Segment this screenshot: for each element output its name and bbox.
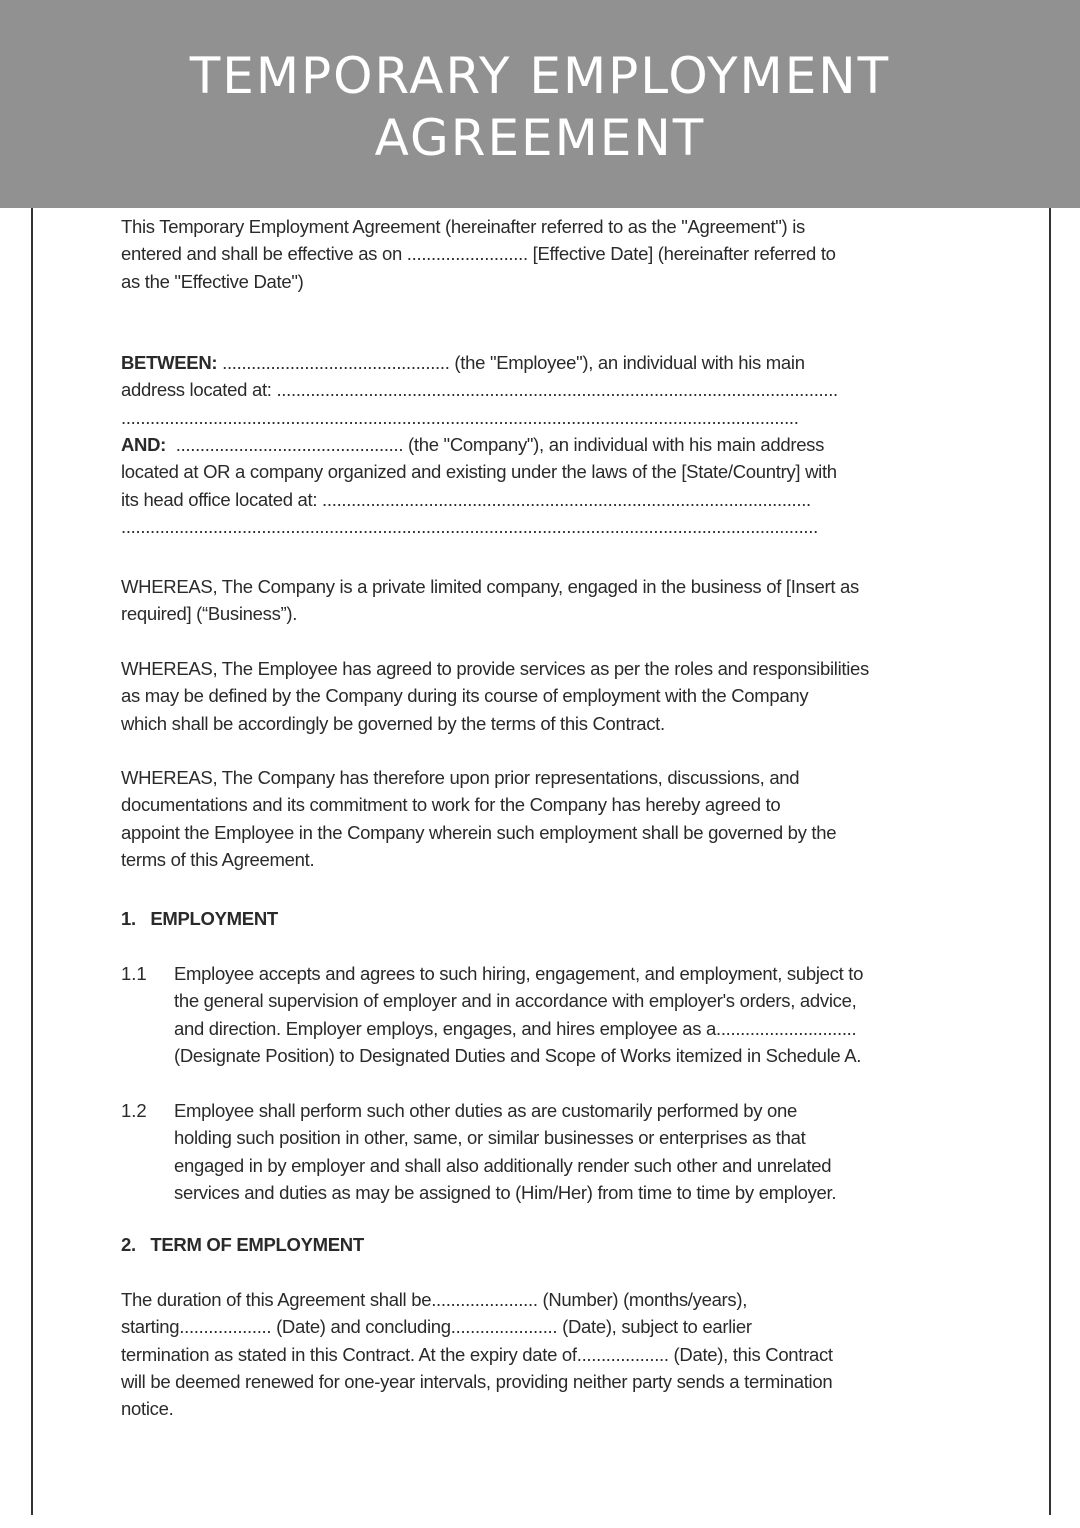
text-line: as may be defined by the Company during its course of employment with the Company <box>121 685 809 707</box>
text-line: termination as stated in this Contract. At the expiry date of................... (Date), this Contract <box>121 1343 833 1365</box>
page-border-left <box>31 208 33 1515</box>
term-paragraph <box>121 1286 833 1422</box>
text-line: (Designate Position) to Designated Duties and Scope of Works itemized in Schedule A. <box>174 1044 862 1066</box>
text-line: located at OR a company organized and existing under the laws of the [State/Country] with <box>121 461 837 483</box>
text-line: The duration of this Agreement shall be...................... (Number) (months/years), <box>121 1289 748 1310</box>
text-line: documentations and its commitment to work for the Company has hereby agreed to <box>121 794 781 816</box>
and-paragraph <box>121 431 837 540</box>
section-heading-employment: 1. EMPLOYMENT <box>121 908 278 929</box>
clause-1-2 <box>174 1097 836 1206</box>
text-line: services and duties as may be assigned to (Him/Her) from time to time by employer. <box>174 1181 837 1203</box>
text-line: and direction. Employer employs, engages, and hires employee as a............................. <box>174 1017 857 1039</box>
page-border-right <box>1049 208 1051 1515</box>
text-line: required] (“Business”). <box>121 603 298 625</box>
text-line: WHEREAS, The Employee has agreed to provide services as per the roles and responsibilities <box>121 658 869 679</box>
text-line: the general supervision of employer and in accordance with employer's orders, advice, <box>174 990 857 1012</box>
text-line: WHEREAS, The Company is a private limited company, engaged in the business of [Insert as <box>121 576 859 597</box>
text-line: which shall be accordingly be governed by the terms of this Contract. <box>121 712 665 734</box>
text-line: engaged in by employer and shall also additionally render such other and unrelated <box>174 1154 832 1176</box>
and-label: AND: <box>121 434 167 455</box>
clause-number: 1.2 <box>121 1100 147 1121</box>
text-line: its head office located at: ..................................................................................................... <box>121 488 811 510</box>
title-line: AGREEMENT <box>374 109 706 167</box>
section-heading-term: 2. TERM OF EMPLOYMENT <box>121 1234 364 1255</box>
text-line: terms of this Agreement. <box>121 848 315 870</box>
text-line: as the "Effective Date") <box>121 270 304 292</box>
text-line: address located at: .................................................................................................................... <box>121 379 838 401</box>
text-line: appoint the Employee in the Company wherein such employment shall be governed by the <box>121 821 837 843</box>
text-line: entered and shall be effective as on ......................... [Effective Date] (hereinafter referred to <box>121 243 836 265</box>
text-line: This Temporary Employment Agreement (hereinafter referred to as the "Agreement") is <box>121 216 806 237</box>
text-line: ............................................................................................................................................ <box>121 406 799 428</box>
text-line: holding such position in other, same, or similar businesses or enterprises as that <box>174 1127 806 1149</box>
text-line: ............................................... (the "Employee"), an individual with his main <box>217 352 805 373</box>
whereas-paragraph-1 <box>121 573 859 628</box>
clause-1-1 <box>174 960 863 1069</box>
text-line: starting................... (Date) and concluding...................... (Date), subject to earlier <box>121 1316 752 1338</box>
between-paragraph <box>121 349 838 431</box>
text-line: Employee shall perform such other duties as are customarily performed by one <box>174 1100 797 1121</box>
text-line: Employee accepts and agrees to such hiring, engagement, and employment, subject to <box>174 963 864 984</box>
document-title <box>190 45 890 169</box>
title-line: TEMPORARY EMPLOYMENT <box>189 47 891 105</box>
text-line: will be deemed renewed for one-year intervals, providing neither party sends a termination <box>121 1370 833 1392</box>
text-line: notice. <box>121 1398 174 1420</box>
text-line: ................................................................................................................................................ <box>121 515 818 537</box>
intro-paragraph <box>121 213 836 295</box>
text-line: WHEREAS, The Company has therefore upon prior representations, discussions, and <box>121 767 800 788</box>
clause-number: 1.1 <box>121 963 147 984</box>
whereas-paragraph-2 <box>121 655 869 737</box>
between-label: BETWEEN: <box>121 352 218 373</box>
whereas-paragraph-3 <box>121 764 836 873</box>
title-banner <box>0 0 1080 208</box>
text-line: ............................................... (the "Company"), an individual with his main address <box>166 434 825 455</box>
